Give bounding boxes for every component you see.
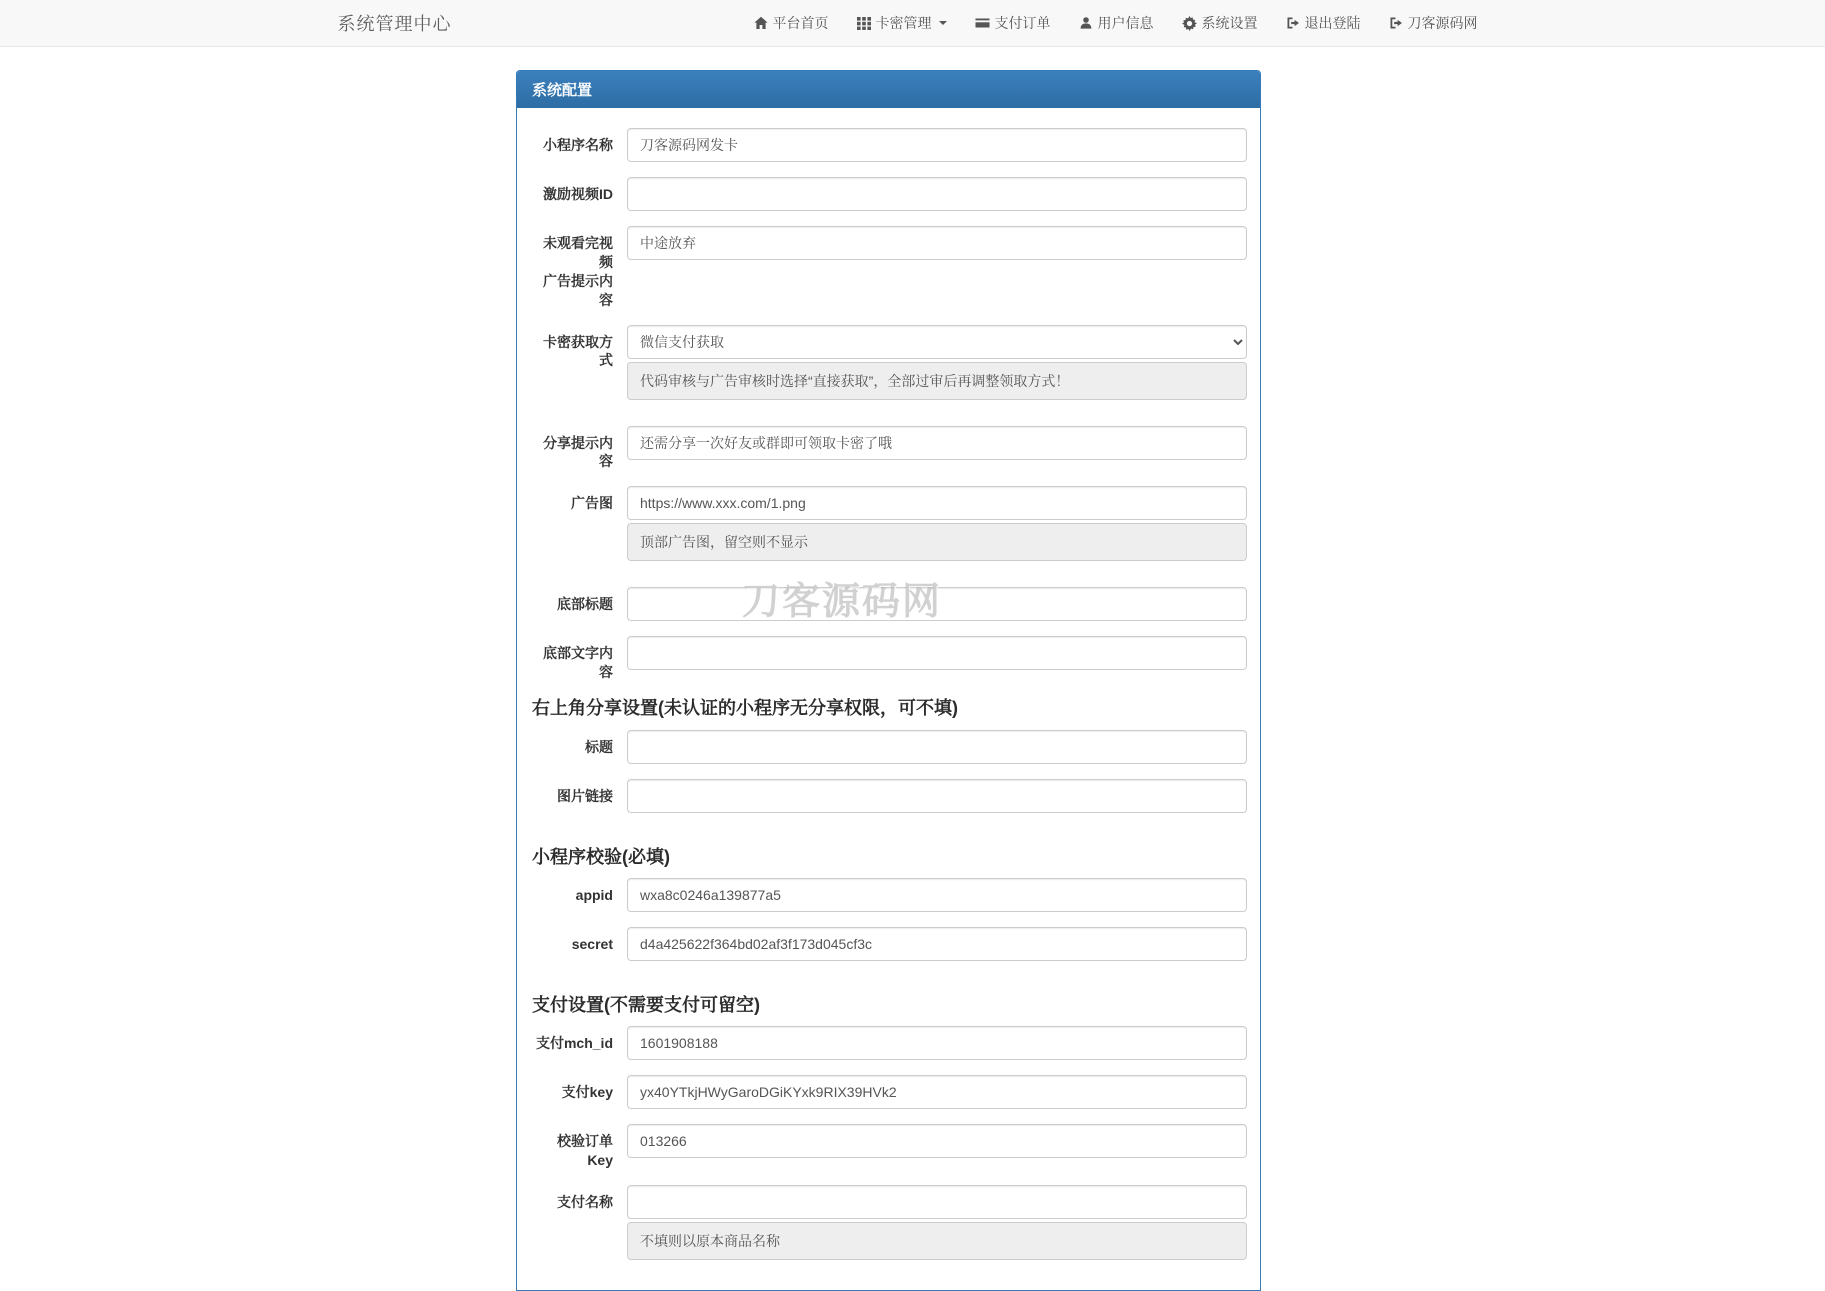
nav-item-card-management[interactable] (843, 0, 961, 46)
field-row-ad-image (532, 486, 1245, 561)
sign-out-icon (1389, 16, 1403, 30)
section-heading-share-settings: 右上角分享设置(未认证的小程序无分享权限，可不填) (532, 698, 958, 719)
nav-item-label: 卡密管理 (875, 15, 932, 31)
pay-name-help: 不填则以原本商品名称 (627, 1222, 1247, 1260)
field-row-order-key (532, 1124, 1245, 1170)
field-row-mch-id (532, 1026, 1245, 1060)
appid-label: appid (575, 886, 613, 903)
secret-label: secret (571, 935, 613, 952)
top-navbar (0, 0, 1825, 47)
order-key-label: 校验订单Key (557, 1133, 613, 1169)
ad-image-help: 顶部广告图，留空则不显示 (627, 523, 1247, 561)
label-line-2: 广告提示内容 (543, 272, 613, 308)
nav-item-daoke-source-site[interactable] (1375, 0, 1488, 46)
home-icon (754, 16, 768, 30)
field-row-appid (532, 878, 1245, 912)
nav-item-label: 支付订单 (994, 15, 1051, 31)
th-grid-icon (857, 16, 871, 30)
share-title-label: 标题 (585, 738, 613, 755)
field-row-share-title (532, 730, 1245, 764)
secret-input[interactable] (627, 927, 1247, 961)
nav-item-label: 平台首页 (772, 15, 829, 31)
site-watermark: 刀客源码网 (742, 581, 943, 623)
navbar-brand[interactable]: 系统管理中心 (337, 14, 452, 34)
order-key-input[interactable] (627, 1124, 1247, 1158)
nav-item-logout[interactable] (1272, 0, 1375, 46)
gear-icon (1182, 16, 1197, 31)
mch-id-label: 支付mch_id (535, 1035, 613, 1052)
section-heading-payment-settings: 支付设置(不需要支付可留空) (532, 994, 760, 1015)
reward-video-id-input[interactable] (627, 177, 1247, 211)
footer-title-label: 底部标题 (557, 596, 613, 613)
unfinished-video-tip-input[interactable] (627, 226, 1247, 260)
card-obtain-mode-help: 代码审核与广告审核时选择“直接获取”，全部过审后再调整领取方式！ (627, 362, 1247, 400)
field-row-app-name (532, 128, 1245, 162)
section-heading-miniapp-verify: 小程序校验(必填) (532, 846, 670, 867)
field-row-reward-video-id (532, 177, 1245, 211)
navbar-menu (740, 0, 1488, 46)
credit-card-icon (975, 16, 990, 30)
field-row-pay-key (532, 1075, 1245, 1109)
field-row-share-image (532, 779, 1245, 813)
footer-title-input[interactable] (627, 587, 1247, 621)
user-icon (1079, 16, 1093, 30)
unfinished-video-tip-label (532, 226, 627, 310)
field-row-secret (532, 927, 1245, 961)
system-config-form (517, 108, 1260, 1290)
nav-item-user-info[interactable] (1065, 0, 1168, 46)
chevron-down-icon (939, 21, 947, 25)
nav-item-system-settings[interactable] (1168, 0, 1272, 46)
nav-item-payment-orders[interactable] (961, 0, 1065, 46)
pay-name-label: 支付名称 (557, 1194, 613, 1211)
field-row-footer-text (532, 636, 1245, 682)
footer-text-input[interactable] (627, 636, 1247, 670)
app-name-input[interactable] (627, 128, 1247, 162)
ad-image-input[interactable] (627, 486, 1247, 520)
field-row-footer-title (532, 587, 1245, 621)
app-name-label: 小程序名称 (543, 137, 613, 153)
nav-item-label: 刀客源码网 (1407, 15, 1478, 31)
label-line-1: 未观看完视频 (543, 235, 613, 270)
nav-item-label: 退出登陆 (1304, 15, 1361, 31)
pay-key-label: 支付key (561, 1084, 613, 1101)
nav-item-platform-home[interactable] (740, 0, 843, 46)
card-obtain-mode-label: 卡密获取方式 (543, 333, 613, 369)
field-row-unfinished-video-tip (532, 226, 1245, 310)
field-row-pay-name (532, 1185, 1245, 1260)
sign-out-icon (1286, 16, 1300, 30)
pay-name-input[interactable] (627, 1185, 1247, 1219)
mch-id-input[interactable] (627, 1026, 1247, 1060)
nav-item-label: 用户信息 (1097, 15, 1154, 31)
share-tip-input[interactable] (627, 426, 1247, 460)
ad-image-label: 广告图 (571, 495, 613, 512)
field-row-share-tip (532, 426, 1245, 472)
reward-video-id-label: 激励视频ID (543, 186, 613, 202)
share-image-input[interactable] (627, 779, 1247, 813)
share-title-input[interactable] (627, 730, 1247, 764)
system-config-panel (516, 70, 1261, 1291)
footer-text-label: 底部文字内容 (543, 645, 613, 681)
pay-key-input[interactable] (627, 1075, 1247, 1109)
field-row-card-obtain-mode (532, 325, 1245, 400)
nav-item-label: 系统设置 (1201, 15, 1258, 31)
share-image-label: 图片链接 (557, 787, 613, 804)
appid-input[interactable] (627, 878, 1247, 912)
share-tip-label: 分享提示内容 (543, 434, 613, 470)
panel-title: 系统配置 (517, 71, 1260, 108)
card-obtain-mode-select[interactable] (627, 325, 1247, 359)
